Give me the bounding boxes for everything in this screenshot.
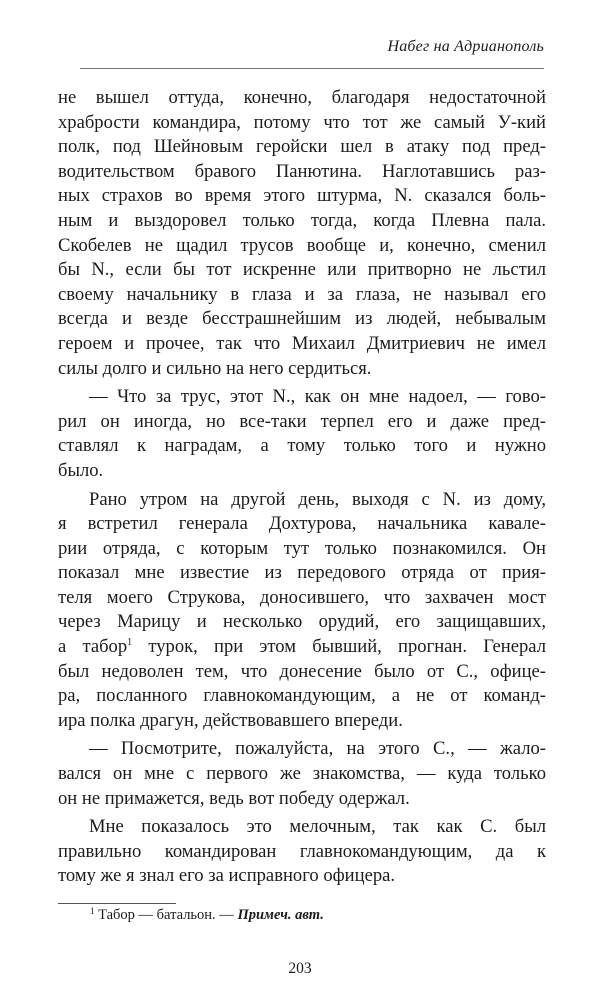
text-line: было. [58,459,104,481]
text-line: теля моего Струкова, доносившего, что захвачен мост [58,586,546,608]
paragraph [58,488,546,734]
text-line: не вышел оттуда, конечно, благодаря недостаточной [58,87,546,108]
text-line: я встретил генерала Дохтурова, начальника кавале- [58,513,546,535]
text-line: водительством бравого Панютина. Наглотавшись раз- [58,160,546,182]
line-segment: турок, при этом бывший, прогнан. Генерал [148,636,546,658]
footnote-divider [58,903,176,904]
text-line: был недоволен тем, что донесение было от С., офице- [58,660,546,682]
paragraph [58,815,546,889]
text-line: своему начальнику в глаза и за глаза, не называл его [58,283,546,305]
header-divider [80,68,544,69]
text-line: силы долго и сильно на него сердиться. [58,357,372,379]
text-line: правильно командирован главнокомандующим, да к [58,840,546,862]
text-line: Мне показалось это мелочным, так как С. был [89,816,546,838]
text-line: — Что за трус, этот N., как он мне надоел, — гово- [89,386,546,408]
text-line: храбрости командира, потому что тот же самый У-кий [58,111,546,133]
text-line: вался он мне с первого же знакомства, — куда только [58,763,546,785]
text-line: он не примажется, ведь вот победу одержал. [58,787,410,809]
text-line: показал мне известие из передового отряда от прия- [58,562,546,584]
text-line: всегда и везде бесстрашнейшим из людей, небывалым [58,308,546,330]
footnote-marker[interactable]: 1 [127,637,133,649]
paragraph [58,385,546,483]
text-line: героем и прочее, так что Михаил Дмитриевич не имел [58,332,546,354]
text-line: Скобелев не щадил трусов вообще и, конечно, сменил [58,234,546,256]
text-line: ира полка драгун, действовавшего впереди. [58,709,403,731]
page-number: 203 [288,960,312,977]
footnote-author-note: Примеч. авт. [237,907,324,923]
text-line: — Посмотрите, пожалуйста, на этого С., — жало- [89,738,546,760]
text-line: рил он иногда, но все-таки терпел его и даже пред- [58,410,546,432]
text-line: полк, под Шейновым геройски шел в атаку под пред- [58,136,546,158]
text-line: тому же я знал его за исправного офицера. [58,865,396,887]
running-head: Набег на Адрианополь [387,38,544,55]
text-line: ра, посланного главнокомандующим, а не от команд- [58,685,546,707]
text-line: ным и выздоровел только тогда, когда Плевна пала. [58,209,546,231]
body-text [58,86,546,889]
text-line: ных страхов во время этого штурма, N. сказался боль- [58,185,546,207]
text-line: рии отряда, с которым тут только познакомился. Он [58,537,546,559]
text-line-with-footnote [58,635,546,660]
footnote [90,907,324,924]
paragraph [58,86,546,381]
text-line: ставлял к наградам, а тому только того и нужно [58,435,546,457]
line-segment: а табор [58,636,128,658]
text-line: через Марицу и несколько орудий, его защищавших, [58,611,546,633]
text-line: бы N., если бы тот искренне или притворно не льстил [58,259,546,281]
text-line: Рано утром на другой день, выходя с N. из дому, [89,488,546,510]
paragraph [58,737,546,811]
footnote-number: 1 [90,906,95,916]
footnote-text: Табор — батальон. — [98,907,238,923]
